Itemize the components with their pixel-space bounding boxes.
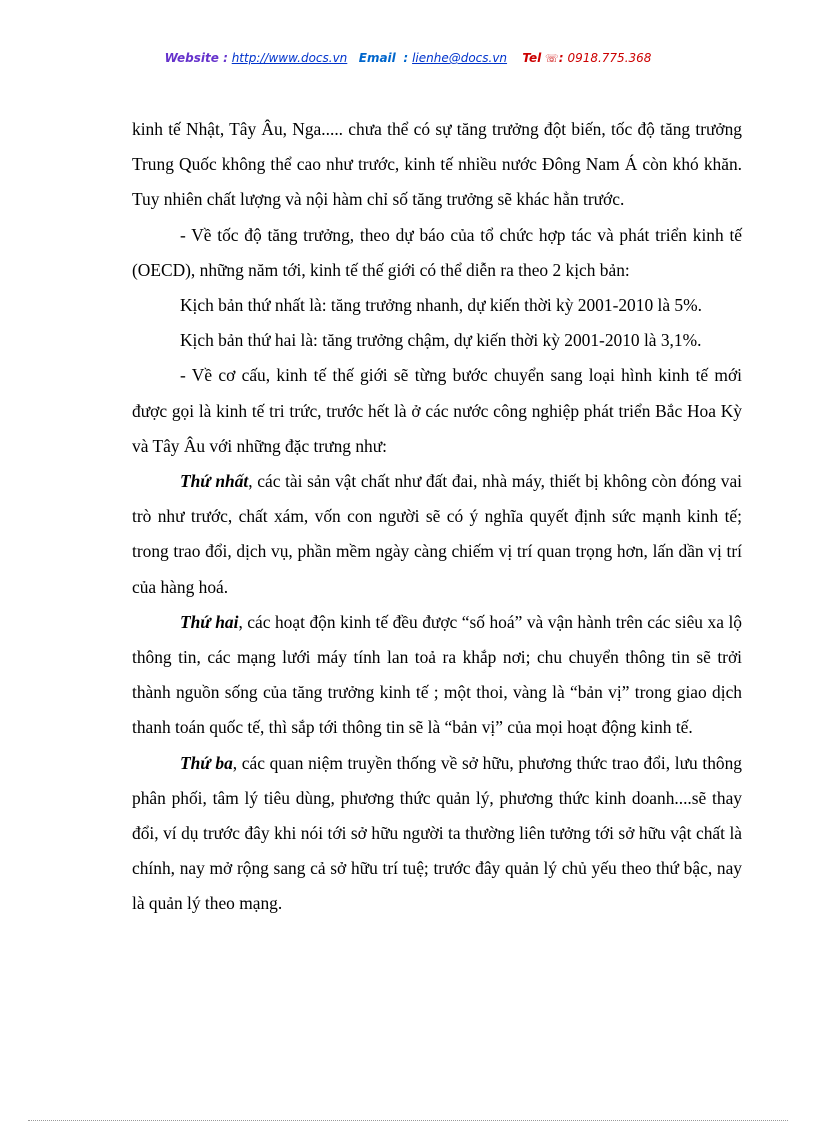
tel-label: Tel (522, 51, 542, 65)
paragraph-2: - Về tốc độ tăng trưởng, theo dự báo của tổ chức hợp tác và phát triển kinh tế (OECD), những năm tới, kinh tế thế giới có thể diễn ra theo 2 kịch bản: (132, 224, 742, 280)
paragraph-7: Thứ hai, các hoạt độn kinh tế đều được “số hoá” và vận hành trên các siêu xa lộ thông tin, các mạng lưới máy tính lan toả ra khắp nơi; chu chuyển thông tin sẽ trởi thành nguồn sống của tăng trưởng kinh tế ; một thoi, vàng là “bản vị” trong giao dịch thanh toán quốc tế, thì sắp tới thông tin sẽ là “bản vị” của mọi hoạt động kinh tế. (132, 611, 742, 738)
email-separator: : (403, 51, 409, 65)
lead-phrase: Thứ nhất (180, 471, 249, 492)
page-header (0, 51, 816, 65)
lead-phrase: Thứ ba (180, 752, 233, 773)
paragraph-3: Kịch bản thứ nhất là: tăng trưởng nhanh, dự kiến thời kỳ 2001-2010 là 5%. (180, 295, 702, 316)
tel-separator: : (558, 51, 564, 65)
paragraph-8: Thứ ba, các quan niệm truyền thống về sở hữu, phương thức trao đổi, lưu thông phân phối, tâm lý tiêu dùng, phương thức quản lý, phương thức kinh doanh....sẽ thay đổi, ví dụ trước đây khi nói tới sở hữu người ta thường liên tưởng tới sở hữu vật chất là chính, nay mở rộng sang cả sở hữu trí tuệ; trước đây quản lý chủ yếu theo thứ bậc, nay là quản lý theo mạng. (132, 752, 743, 914)
document-body (132, 112, 742, 922)
email-link[interactable]: lienhe@docs.vn (412, 51, 508, 65)
paragraph-4: Kịch bản thứ hai là: tăng trưởng chậm, dự kiến thời kỳ 2001-2010 là 3,1%. (180, 330, 702, 351)
paragraph-6: Thứ nhất, các tài sản vật chất như đất đai, nhà máy, thiết bị không còn đóng vai trò như trước, chất xám, vốn con người sẽ có ý nghĩa quyết định sức mạnh kinh tế; trong trao đổi, dịch vụ, phần mềm ngày càng chiếm vị trí quan trọng hơn, lấn dần vị trí của hàng hoá. (132, 471, 742, 597)
website-link[interactable]: http://www.docs.vn (231, 51, 348, 65)
website-label: Website : (164, 51, 228, 65)
lead-phrase: Thứ hai (180, 611, 239, 632)
email-label: Email (358, 51, 396, 65)
tel-number: 0918.775.368 (567, 51, 652, 65)
paragraph-5: - Về cơ cấu, kinh tế thế giới sẽ từng bước chuyển sang loại hình kinh tế mới được gọi là kinh tế tri trức, trước hết là ở các nước công nghiệp phát triển Bắc Hoa Kỳ và Tây Âu với những đặc trưng như: (132, 365, 742, 456)
paragraph-1: kinh tế Nhật, Tây Âu, Nga..... chưa thể có sự tăng trưởng đột biến, tốc độ tăng trưởng Trung Quốc không thể cao như trước, kinh tế nhiều nước Đông Nam Á còn khó khăn. Tuy nhiên chất lượng và nội hàm chỉ số tăng trưởng sẽ khác hẳn trước. (132, 119, 742, 210)
phone-icon: ☏ (545, 52, 559, 65)
page-bottom-divider (28, 1120, 788, 1121)
